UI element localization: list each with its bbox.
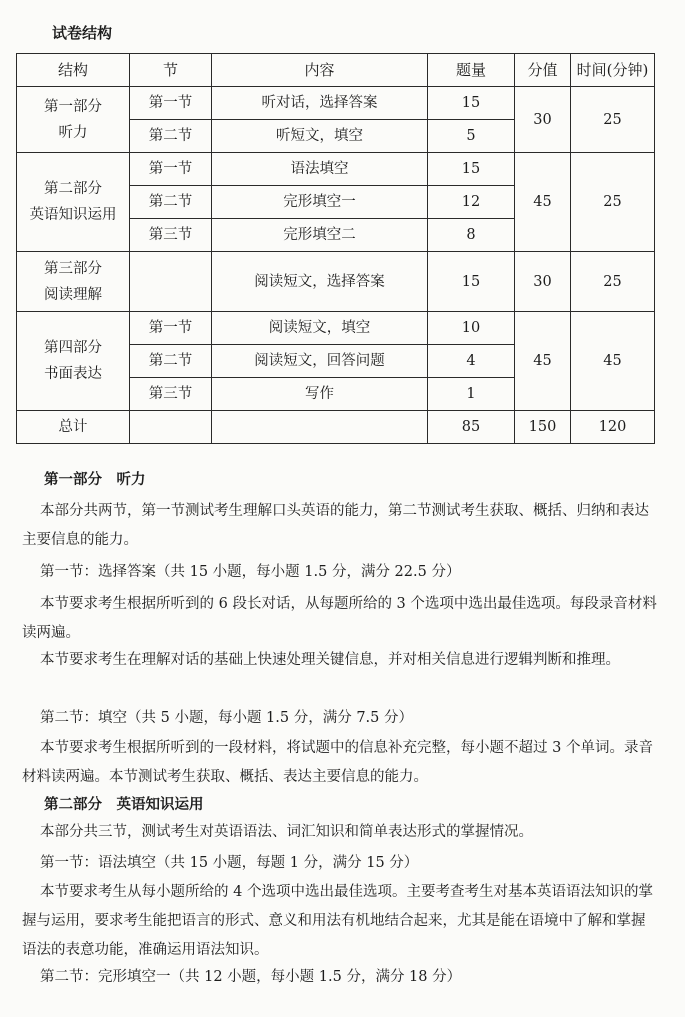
section-cell: 第一节: [130, 153, 212, 186]
score-cell: 30: [515, 87, 571, 153]
score-cell: 30: [515, 252, 571, 312]
count-cell: 15: [428, 153, 515, 186]
part2-intro: 本部分共三节，测试考生对英语语法、词汇知识和简单表达形式的掌握情况。: [40, 824, 533, 840]
count-cell: 8: [428, 219, 515, 252]
part-name-cell: [17, 252, 130, 312]
section-cell: 第一节: [130, 87, 212, 120]
part2-section2-heading: 第二节：完形填空一（共 12 小题，每小题 1.5 分，满分 18 分）: [40, 969, 462, 985]
part-name: 书面表达: [44, 366, 102, 382]
score-cell: 45: [515, 312, 571, 411]
table-header-row: [17, 54, 655, 87]
total-score-cell: 150: [515, 411, 571, 444]
content-cell: 语法填空: [212, 153, 428, 186]
total-row: [17, 411, 655, 444]
count-cell: 5: [428, 120, 515, 153]
table-row: [17, 153, 655, 186]
section-cell: 第二节: [130, 120, 212, 153]
part1-heading: 第一部分 听力: [44, 472, 146, 488]
section-cell: [130, 252, 212, 312]
part2-heading: 第二部分 英语知识运用: [44, 797, 204, 813]
part-name: 听力: [58, 124, 88, 141]
count-cell: 1: [428, 378, 515, 411]
part1-section1-para1: 本节要求考生根据所听到的 6 段长对话，从每题所给的 3 个选项中选出最佳选项。每段录音材料读两遍。: [22, 596, 657, 641]
section-cell: 第三节: [130, 378, 212, 411]
content-cell: 阅读短文，选择答案: [212, 252, 428, 312]
header-cell: 节: [130, 54, 212, 87]
part-name-cell: [17, 153, 130, 252]
time-cell: 25: [571, 153, 655, 252]
section-cell: 第一节: [130, 312, 212, 345]
content-cell: 完形填空一: [212, 186, 428, 219]
time-cell: 25: [571, 87, 655, 153]
section-cell: 第二节: [130, 186, 212, 219]
time-cell: 25: [571, 252, 655, 312]
count-cell: 15: [428, 252, 515, 312]
part1-section1-heading: 第一节：选择答案（共 15 小题，每小题 1.5 分，满分 22.5 分）: [40, 564, 461, 580]
page-title: 试卷结构: [52, 24, 113, 42]
section-cell: 第二节: [130, 345, 212, 378]
section-cell: 第三节: [130, 219, 212, 252]
content-cell: 听短文，填空: [212, 120, 428, 153]
count-cell: 4: [428, 345, 515, 378]
part-name: 英语知识运用: [29, 207, 117, 223]
header-cell: 分值: [515, 54, 571, 87]
count-cell: 15: [428, 87, 515, 120]
part-name-cell: [17, 87, 130, 153]
part-name-cell: [17, 312, 130, 411]
total-time-cell: 120: [571, 411, 655, 444]
table-row: [17, 312, 655, 345]
content-cell: 阅读短文，回答问题: [212, 345, 428, 378]
total-count-cell: 85: [428, 411, 515, 444]
table-row: [17, 87, 655, 120]
content-cell: 写作: [212, 378, 428, 411]
table-row: [17, 252, 655, 312]
count-cell: 12: [428, 186, 515, 219]
part-name: 第二部分: [44, 181, 102, 197]
part2-section1-heading: 第一节：语法填空（共 15 小题，每题 1 分，满分 15 分）: [40, 855, 419, 871]
part-name: 第四部分: [44, 340, 102, 356]
content-cell: 听对话，选择答案: [212, 87, 428, 120]
content-cell: 阅读短文，填空: [212, 312, 428, 345]
time-cell: 45: [571, 312, 655, 411]
score-cell: 45: [515, 153, 571, 252]
header-cell: 内容: [212, 54, 428, 87]
exam-structure-table: [16, 53, 655, 444]
part1-section1-para2: 本节要求考生在理解对话的基础上快速处理关键信息，并对相关信息进行逻辑判断和推理。: [40, 652, 620, 668]
part1-section2-para: 本节要求考生根据所听到的一段材料，将试题中的信息补充完整，每小题不超过 3 个单词。录音材料读两遍。本节测试考生获取、概括、表达主要信息的能力。: [22, 740, 653, 785]
header-cell: 题量: [428, 54, 515, 87]
empty-cell: [212, 411, 428, 444]
empty-cell: [130, 411, 212, 444]
part1-intro: 本部分共两节，第一节测试考生理解口头英语的能力，第二节测试考生获取、概括、归纳和表达主要信息的能力。: [22, 503, 649, 548]
header-cell: 结构: [17, 54, 130, 87]
part-name: 第一部分: [44, 98, 102, 115]
part1-section2-heading: 第二节：填空（共 5 小题，每小题 1.5 分，满分 7.5 分）: [40, 710, 413, 726]
content-cell: 完形填空二: [212, 219, 428, 252]
header-cell: 时间(分钟): [571, 54, 655, 87]
part-name: 第三部分: [44, 260, 102, 277]
part-name: 阅读理解: [44, 286, 102, 303]
total-label-cell: 总计: [17, 411, 130, 444]
count-cell: 10: [428, 312, 515, 345]
part2-section1-para: 本节要求考生从每小题所给的 4 个选项中选出最佳选项。主要考查考生对基本英语语法知识的掌握与运用，要求考生能把语言的形式、意义和用法有机地结合起来，尤其是能在语境中了解和掌握语法的表意功能，准确运用语法知识。: [22, 884, 653, 958]
